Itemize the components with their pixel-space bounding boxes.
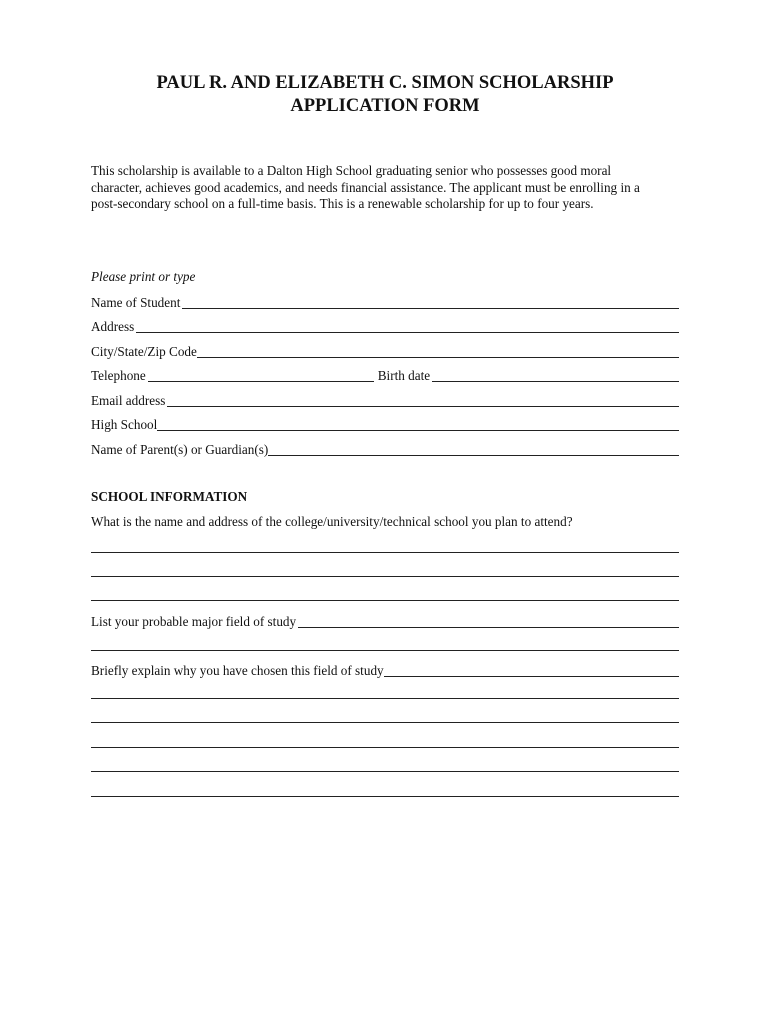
name-of-student-label: Name of Student [91,295,181,310]
school-name-question: What is the name and address of the college/university/technical school you plan to attend? [91,514,573,529]
high-school-field[interactable] [157,429,679,431]
form-title-line-1: PAUL R. AND ELIZABETH C. SIMON SCHOLARSHIP [156,73,614,93]
address-field[interactable] [136,331,679,333]
name-of-student-field[interactable] [182,307,679,309]
major-field-field[interactable] [298,626,679,628]
school-information-heading: SCHOOL INFORMATION [91,489,248,504]
city-state-zip-row [91,342,679,360]
high-school-row [91,415,679,433]
major-answer-line[interactable] [91,650,679,651]
parents-guardians-row [91,440,679,458]
address-label: Address [91,319,135,334]
major-field-label: List your probable major field of study [91,614,297,629]
email-address-label: Email address [91,393,166,408]
why-field-label: Briefly explain why you have chosen this field of study [91,663,384,678]
why-field-row [91,661,679,679]
why-answer-line[interactable] [91,698,679,699]
email-address-row [91,391,679,409]
name-of-student-row [91,293,679,311]
why-answer-line[interactable] [91,722,679,723]
form-title-line-2: APPLICATION FORM [290,96,480,116]
email-address-field[interactable] [167,405,679,407]
city-state-zip-field[interactable] [197,356,679,358]
parents-guardians-field[interactable] [268,454,679,456]
print-instructions: Please print or type [91,269,196,284]
telephone-field[interactable] [148,380,374,382]
intro-paragraph [91,163,691,213]
high-school-label: High School [91,417,158,432]
school-answer-line[interactable] [91,600,679,601]
address-row [91,317,679,335]
why-answer-line[interactable] [91,796,679,797]
birth-date-field[interactable] [432,380,679,382]
form-title [0,72,770,118]
telephone-birthdate-row [91,366,679,384]
why-answer-line[interactable] [91,747,679,748]
telephone-label: Telephone [91,368,146,383]
school-answer-line[interactable] [91,576,679,577]
intro-line-1: This scholarship is available to a Dalton High School graduating senior who possesses good moral [91,163,612,178]
major-field-row [91,612,679,630]
intro-line-3: post-secondary school on a full-time basis. This is a renewable scholarship for up to four years. [91,196,594,211]
city-state-zip-label: City/State/Zip Code [91,344,197,359]
birth-date-label: Birth date [377,368,431,383]
school-answer-line[interactable] [91,552,679,553]
why-answer-line[interactable] [91,771,679,772]
why-field-field[interactable] [384,675,679,677]
intro-line-2: character, achieves good academics, and needs financial assistance. The applicant must be enrolling in a [91,179,640,195]
parents-guardians-label: Name of Parent(s) or Guardian(s) [91,442,269,457]
